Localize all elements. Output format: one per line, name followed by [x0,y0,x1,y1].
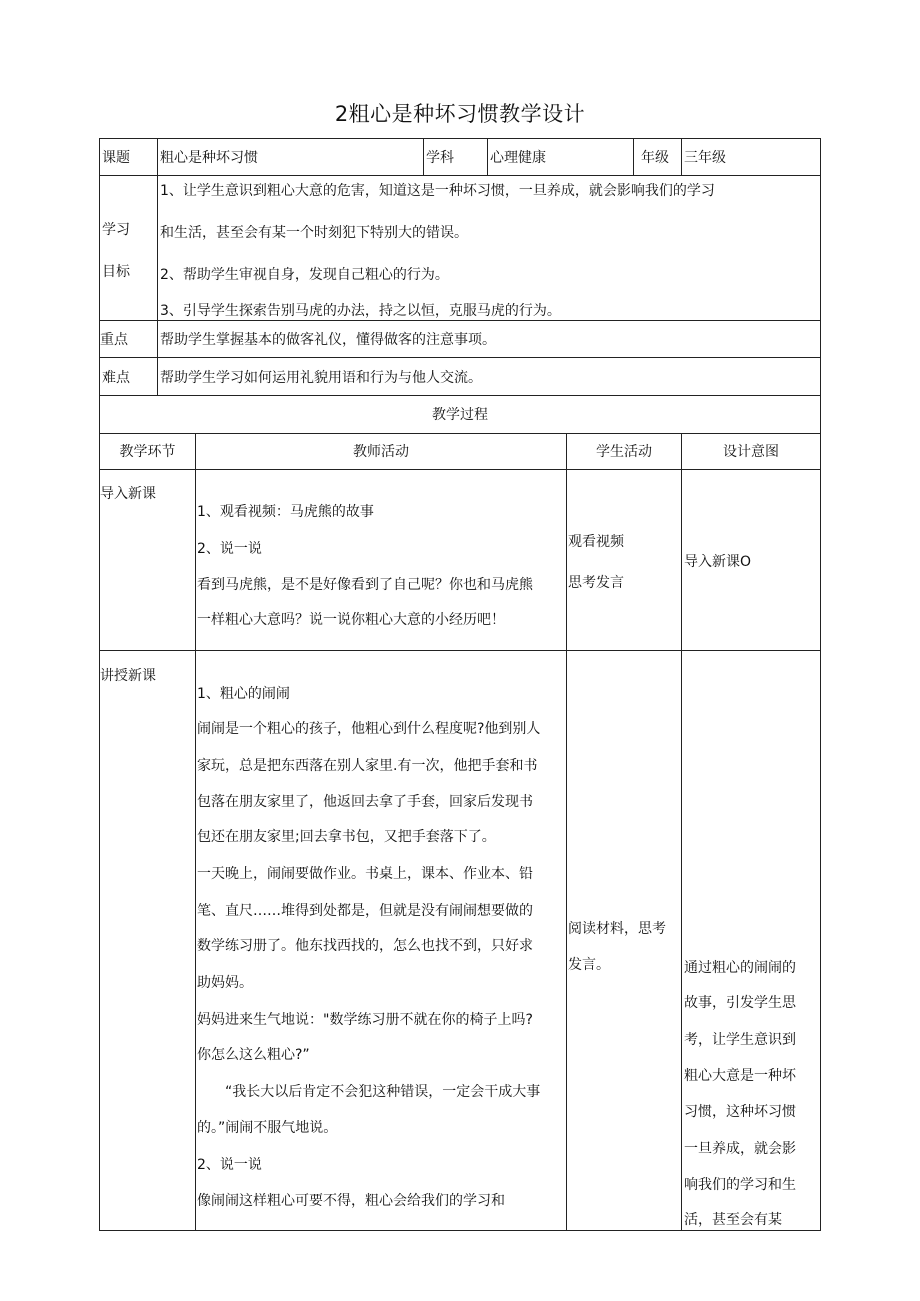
table-border [681,433,682,1231]
column-header: 学生活动 [596,444,652,460]
teacher-line: 你怎么这么粗心?” [197,1047,310,1063]
intent-line: 活，甚至会有某 [684,1212,782,1228]
stage-cell: 讲授新课 [100,668,156,684]
column-header: 教师活动 [353,444,409,460]
table-border [99,175,821,176]
table-border [99,469,821,470]
stage-cell: 导入新课 [100,486,156,502]
key-point-label: 重点 [100,332,128,348]
table-border [99,433,821,434]
teacher-line: 1、观看视频：马虎熊的故事 [197,504,374,520]
intent-line: 考，让学生意识到 [684,1032,796,1048]
teacher-line: 一天晚上，闹闹要做作业。书桌上，课本、作业本、铅 [197,866,533,882]
table-border [195,433,196,1231]
table-border [681,138,682,176]
teacher-line: 笔、直尺……堆得到处都是，但就是没有闹闹想要做的 [197,903,533,919]
grade-label: 年级 [641,150,669,166]
column-header: 教学环节 [119,444,176,460]
student-line: 思考发言 [568,575,624,591]
process-heading: 教学过程 [432,407,488,423]
course-value: 粗心是种坏习惯 [160,150,258,166]
difficulty-value: 帮助学生学习如何运用礼貌用语和行为与他人交流。 [160,370,482,386]
table-border [99,138,821,139]
teacher-line: 包还在朋友家里;回去拿书包，又把手套落下了。 [197,829,496,845]
objective-line: 3、引导学生探索告别马虎的办法，持之以恒，克服马虎的行为。 [160,303,561,319]
teacher-line: 数学练习册了。他东找西找的，怎么也找不到，只好求 [197,938,533,954]
intent-line: 通过粗心的闹闹的 [684,960,796,976]
table-border [566,433,567,1231]
table-border [820,138,821,1231]
page-title: 2粗心是种坏习惯教学设计 [334,102,586,126]
table-border [423,138,424,176]
course-label: 课题 [102,150,130,166]
difficulty-label: 难点 [102,370,130,386]
teacher-line: 妈妈进来生气地说："数学练习册不就在你的椅子上吗? [197,1012,533,1028]
teacher-line: 闹闹是一个粗心的孩子，他粗心到什么程度呢?他到别人 [197,721,541,737]
objectives-label: 学习 [102,222,130,238]
teacher-line: 包落在朋友家里了，他返回去拿了手套，回家后发现书 [197,794,533,810]
objective-line: 2、帮助学生审视自身，发现自己粗心的行为。 [160,267,449,283]
table-border [99,1230,821,1231]
teacher-line: 助妈妈。 [197,975,253,991]
table-border [99,395,821,396]
intent-line: 导入新课O [684,554,752,570]
table-border [99,357,821,358]
teacher-line: 的。”闹闹不服气地说。 [197,1120,338,1136]
teacher-line: 家玩，总是把东西落在别人家里.有一次，他把手套和书 [197,758,538,774]
subject-label: 学科 [426,150,454,166]
teacher-line: 像闹闹这样粗心可要不得，粗心会给我们的学习和 [197,1193,505,1209]
teacher-line: 1、粗心的闹闹 [197,686,290,702]
intent-line: 响我们的学习和生 [684,1177,796,1193]
teacher-line: 一样粗心大意吗？说一说你粗心大意的小经历吧！ [197,612,505,628]
intent-line: 一旦养成，就会影 [684,1141,796,1157]
intent-line: 故事，引发学生思 [684,995,796,1011]
grade-value: 三年级 [684,150,726,166]
student-line: 阅读材料，思考 [568,921,666,937]
subject-value: 心理健康 [490,150,546,166]
table-border [487,138,488,176]
table-border [99,650,821,651]
teacher-line: “我长大以后肯定不会犯这种错误，一定会干成大事 [197,1084,541,1100]
student-line: 发言。 [568,957,610,973]
key-point-value: 帮助学生掌握基本的做客礼仪，懂得做客的注意事项。 [160,332,496,348]
objective-line: 1、让学生意识到粗心大意的危害，知道这是一种坏习惯，一旦养成，就会影响我们的学习 [160,183,715,199]
intent-line: 粗心大意是一种坏 [684,1068,796,1084]
table-border [157,138,158,396]
objectives-label: 目标 [102,264,130,280]
table-border [633,138,634,176]
objective-clip [158,290,818,319]
teacher-line: 2、说一说 [197,1157,262,1173]
teacher-line: 2、说一说 [197,541,262,557]
objective-line: 和生活，甚至会有某一个时刻犯下特别大的错误。 [160,225,468,241]
column-header: 设计意图 [723,444,779,460]
intent-line: 习惯，这种坏习惯 [684,1104,796,1120]
student-line: 观看视频 [568,534,624,550]
table-border [99,320,821,321]
teacher-line: 看到马虎熊，是不是好像看到了自己呢？你也和马虎熊 [197,577,533,593]
